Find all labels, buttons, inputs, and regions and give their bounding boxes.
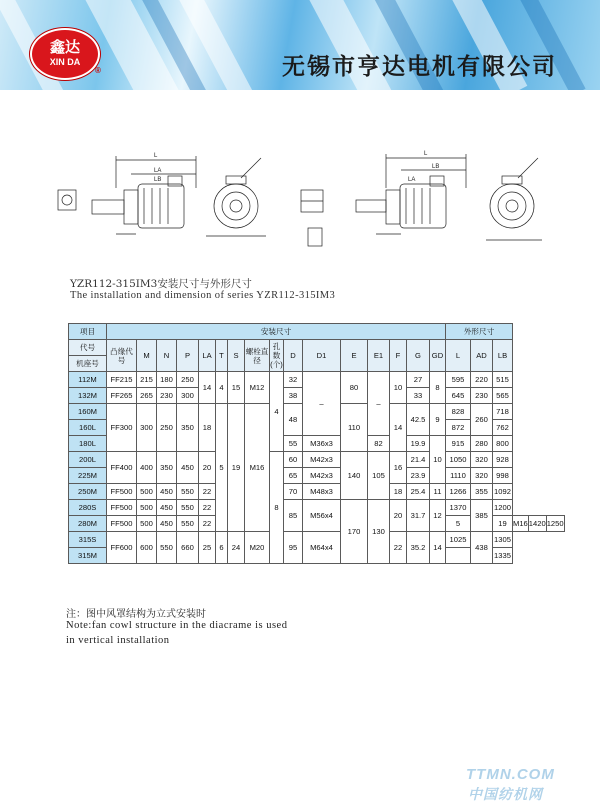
table-cell: FF300	[107, 404, 137, 452]
table-cell: 33	[407, 388, 430, 404]
table-cell: 24	[228, 532, 245, 564]
table-cell: 14	[430, 532, 446, 564]
table-cell: 280	[471, 436, 493, 452]
table-cell: 6	[216, 532, 228, 564]
table-cell: 18	[390, 484, 407, 500]
table-cell: M16	[245, 404, 270, 532]
table-cell: M64x4	[303, 532, 341, 564]
end-view-right	[490, 184, 534, 228]
table-cell: 10	[390, 372, 407, 404]
table-cell: 1092	[493, 484, 513, 500]
table-cell: M16	[513, 516, 529, 532]
table-cell: 8	[430, 372, 446, 404]
table-cell: 438	[471, 532, 493, 564]
table-cell: 38	[284, 388, 303, 404]
table-cell: 1025	[446, 532, 471, 548]
shaft-right	[356, 200, 386, 212]
table-cell: 300	[177, 388, 199, 404]
table-cell: M36x3	[303, 436, 341, 452]
table-cell: 5	[216, 404, 228, 532]
header-jizuohao: 机座号	[69, 356, 107, 372]
table-cell: 14	[199, 372, 216, 404]
table-cell: 32	[284, 372, 303, 388]
table-cell: 450	[177, 452, 199, 484]
header-AD: AD	[471, 340, 493, 372]
table-cell: FF400	[107, 452, 137, 484]
table-cell: 105	[368, 452, 390, 500]
frame-cell: 280M	[69, 516, 107, 532]
table-cell: 915	[446, 436, 471, 452]
table-cell: 10	[430, 436, 446, 484]
table-cell: 1370	[446, 500, 471, 516]
table-cell: 9	[430, 404, 446, 436]
table-cell: FF265	[107, 388, 137, 404]
frame-cell: 112M	[69, 372, 107, 388]
header-GD: GD	[430, 340, 446, 372]
table-cell: 1050	[446, 452, 471, 468]
table-cell: 1335	[493, 548, 513, 564]
table-cell: 20	[199, 452, 216, 484]
table-cell: FF215	[107, 372, 137, 388]
table-cell: 22	[199, 516, 216, 532]
table-cell: 95	[284, 532, 303, 564]
label-LB-left: LB	[154, 177, 162, 183]
table-cell: 21.4	[407, 452, 430, 468]
table-cell: FF500	[107, 484, 137, 500]
header-N: N	[157, 340, 177, 372]
frame-cell: 160M	[69, 404, 107, 420]
table-cell: 31.7	[407, 500, 430, 532]
header-F: F	[390, 340, 407, 372]
frame-cell: 280S	[69, 500, 107, 516]
header-LA: LA	[199, 340, 216, 372]
motor-drawings	[56, 148, 556, 258]
company-name: 无锡市亨达电机有限公司	[282, 54, 557, 80]
motor-body-right	[400, 184, 446, 228]
table-cell: 11	[430, 484, 446, 500]
table-cell: 762	[493, 420, 513, 436]
table-cell: 130	[368, 500, 390, 564]
table-cell: 250	[157, 404, 177, 452]
table-cell: M56x4	[303, 500, 341, 532]
table-cell: 140	[341, 452, 368, 500]
table-cell: 450	[157, 484, 177, 500]
table-cell: 500	[137, 500, 157, 516]
table-cell: 55	[284, 436, 303, 452]
table-cell: 42.5	[407, 404, 430, 436]
table-cell: 20	[390, 500, 407, 532]
header-T: T	[216, 340, 228, 372]
table-cell	[446, 548, 471, 564]
table-cell: 450	[157, 500, 177, 516]
table-cell: 8	[270, 452, 284, 564]
label-L-left: L	[154, 153, 158, 159]
table-cell: 4	[216, 372, 228, 404]
table-cell: M12	[245, 372, 270, 404]
header-D: D	[284, 340, 303, 372]
shaft-left	[92, 200, 124, 214]
table-cell: 215	[137, 372, 157, 388]
header-M: M	[137, 340, 157, 372]
label-LA-right: LA	[408, 177, 416, 183]
table-cell: 19	[228, 404, 245, 532]
watermark-line1: TTMN.COM	[466, 766, 555, 783]
table-cell: 500	[137, 516, 157, 532]
table-cell: FF500	[107, 500, 137, 516]
table-cell: –	[303, 372, 341, 436]
table-cell: M42x3	[303, 468, 341, 484]
table-cell: 565	[493, 388, 513, 404]
table-cell: 998	[493, 468, 513, 484]
table-cell: FF500	[107, 516, 137, 532]
header-bolt: 螺栓直径	[245, 340, 270, 372]
table-cell: 300	[137, 404, 157, 452]
title-cn: YZR112-315IM3安装尺寸与外形尺寸	[70, 278, 252, 290]
table-cell: 1110	[446, 468, 471, 484]
frame-cell: 250M	[69, 484, 107, 500]
table-cell: 1420	[528, 516, 546, 532]
table-cell: 230	[157, 388, 177, 404]
table-cell: 350	[177, 404, 199, 452]
table-cell: 550	[157, 532, 177, 564]
table-cell: 14	[390, 404, 407, 452]
table-cell: 19.9	[407, 436, 430, 452]
frame-cell: 180L	[69, 436, 107, 452]
table-cell: 400	[137, 452, 157, 484]
table-cell: FF600	[107, 532, 137, 564]
frame-cell: 315M	[69, 548, 107, 564]
table-cell: M20	[245, 532, 270, 564]
table-cell: 110	[341, 404, 368, 452]
table-cell: 500	[137, 484, 157, 500]
table-cell: 718	[493, 404, 513, 420]
table-cell: 65	[284, 468, 303, 484]
table-cell: 18	[199, 404, 216, 452]
table-cell: 595	[446, 372, 471, 388]
table-cell: 48	[284, 404, 303, 436]
table-cell: 82	[368, 436, 390, 452]
table-cell: 23.9	[407, 468, 430, 484]
table-cell: 660	[177, 532, 199, 564]
table-cell: 180	[157, 372, 177, 388]
title-en: The installation and dimension of series YZR112-315IM3	[70, 290, 336, 301]
frame-cell: 315S	[69, 532, 107, 548]
note-cn: 注：图中风罩结构为立式安装时	[66, 609, 206, 620]
note-en-line1: Note:fan cowl structure in the diacrame is used	[66, 620, 288, 631]
header-daihao: 代号	[69, 340, 107, 356]
header-S: S	[228, 340, 245, 372]
table-cell: –	[368, 372, 390, 436]
table-cell: 12	[430, 500, 446, 532]
table-cell: 928	[493, 452, 513, 468]
watermark-line2: 中国纺机网	[468, 786, 543, 802]
table-cell: 450	[157, 516, 177, 532]
label-LA-left: LA	[154, 168, 162, 174]
table-cell: 60	[284, 452, 303, 468]
table-cell: 19	[493, 516, 513, 532]
label-LB-right: LB	[432, 164, 440, 170]
header-E: E	[341, 340, 368, 372]
table-cell: 550	[177, 516, 199, 532]
end-view-left	[214, 184, 258, 228]
table-cell: M48x3	[303, 484, 341, 500]
table-cell: 230	[471, 388, 493, 404]
shaft-end-left	[58, 190, 76, 210]
table-cell: 22	[199, 500, 216, 516]
logo-en: XIN DA	[49, 57, 81, 67]
table-cell: 515	[493, 372, 513, 388]
header-item: 项目	[69, 324, 107, 340]
table-cell: 320	[471, 452, 493, 468]
table-cell: 550	[177, 500, 199, 516]
table-cell: 350	[157, 452, 177, 484]
table-cell: 320	[471, 468, 493, 484]
table-cell: 22	[199, 484, 216, 500]
table-cell: 828	[446, 404, 471, 420]
table-cell: 35.2	[407, 532, 430, 564]
header-flange: 凸缘代号	[107, 340, 137, 372]
table-cell: 80	[341, 372, 368, 404]
table-cell: 220	[471, 372, 493, 388]
table-cell: 25.4	[407, 484, 430, 500]
table-cell: 600	[137, 532, 157, 564]
table-cell: 250	[177, 372, 199, 388]
table-cell: 645	[446, 388, 471, 404]
frame-cell: 132M	[69, 388, 107, 404]
table-cell: 1266	[446, 484, 471, 500]
header-LB: LB	[493, 340, 513, 372]
header-install: 安装尺寸	[107, 324, 446, 340]
table-cell: 22	[390, 532, 407, 564]
table-cell: 27	[407, 372, 430, 388]
table-cell: M42x3	[303, 452, 341, 468]
logo-cn: 鑫达	[49, 38, 80, 56]
header-D1: D1	[303, 340, 341, 372]
table-cell: 85	[284, 500, 303, 532]
table-cell: 355	[471, 484, 493, 500]
table-cell: 800	[493, 436, 513, 452]
table-cell: 16	[390, 452, 407, 484]
frame-cell: 225M	[69, 468, 107, 484]
header-E1: E1	[368, 340, 390, 372]
frame-cell: 200L	[69, 452, 107, 468]
header-L: L	[446, 340, 471, 372]
table-cell: 1200	[493, 500, 513, 516]
registered-mark: ®	[95, 66, 101, 75]
frame-cell: 160L	[69, 420, 107, 436]
table-cell: 260	[471, 404, 493, 436]
header-outline: 外形尺寸	[446, 324, 513, 340]
table-cell: 265	[137, 388, 157, 404]
table-cell: 70	[284, 484, 303, 500]
header-P: P	[177, 340, 199, 372]
table-cell: 385	[471, 500, 493, 532]
dimension-table	[68, 323, 565, 564]
label-L-right: L	[424, 151, 428, 157]
table-cell: 15	[228, 372, 245, 404]
header-holes: 孔数(个)	[270, 340, 284, 372]
table-cell: 872	[446, 420, 471, 436]
table-cell: 5	[446, 516, 471, 532]
motor-body-left	[138, 184, 184, 228]
header-G: G	[407, 340, 430, 372]
table-cell: 4	[270, 372, 284, 452]
note-en-line2: in vertical installation	[66, 635, 170, 646]
table-cell: 25	[199, 532, 216, 564]
table-cell: 550	[177, 484, 199, 500]
company-logo	[30, 28, 100, 80]
table-cell: 1305	[493, 532, 513, 548]
table-cell: 170	[341, 500, 368, 564]
table-cell: 1250	[546, 516, 564, 532]
